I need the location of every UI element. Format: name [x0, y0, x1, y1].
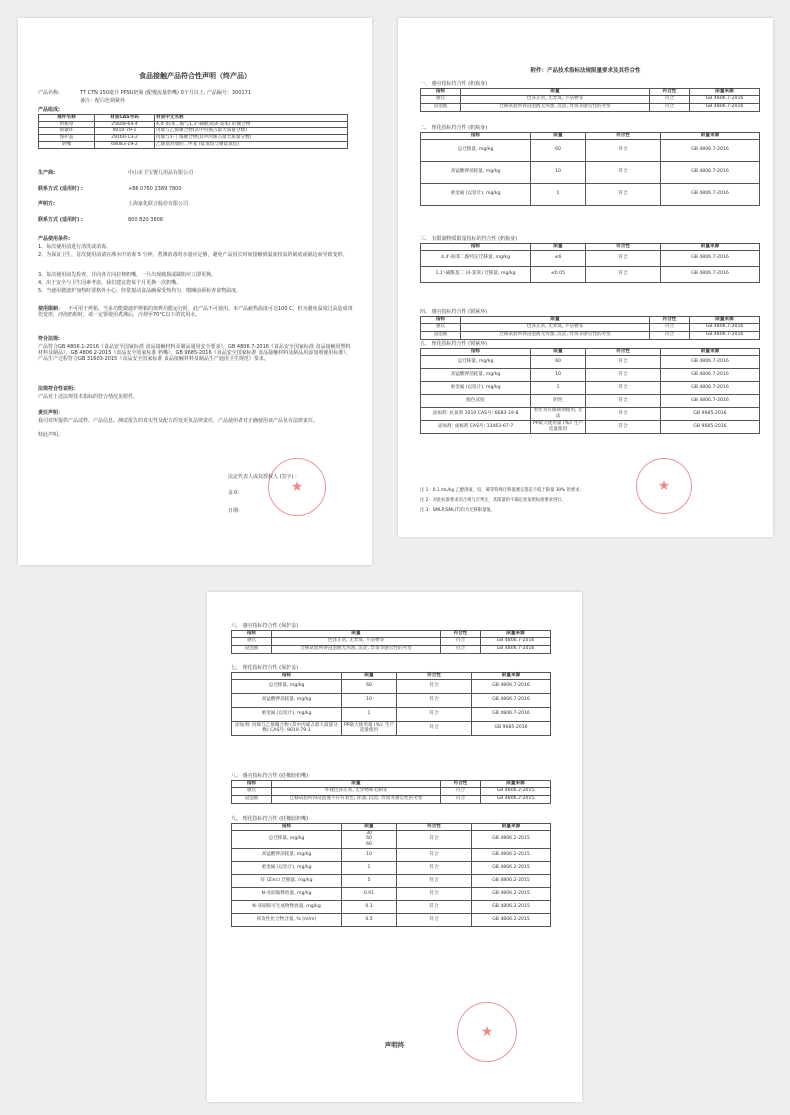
declaration-page-2: [398, 18, 773, 537]
table-header-row: [421, 244, 760, 251]
table-cell: 浸泡液: [421, 331, 461, 339]
table-cell: 符合: [441, 795, 481, 803]
table-cell: 4,4'-联苯二酚特定迁移量, mg/kg: [421, 250, 531, 266]
table-cell: 1: [531, 381, 586, 394]
note: 注 3：SML和SML(T)均为迁移限量值。: [420, 508, 495, 513]
table-cell: 60: [342, 679, 397, 693]
table-header-row: [39, 115, 348, 122]
table-cell: 0.5: [342, 913, 397, 926]
table-row: [232, 900, 551, 913]
company-seal: ★: [268, 458, 326, 516]
table-cell: GB 4806.7-2016: [481, 645, 551, 653]
table-row: [232, 637, 551, 645]
table-cell: 符合: [586, 368, 661, 381]
header-cell: 限量来源: [661, 133, 760, 140]
table-cell: 乙烯基封端的二甲基 (硅氧烷与聚硅氧烷): [155, 141, 348, 148]
table-cell: 1: [531, 183, 586, 205]
date-label: 日期:: [228, 508, 240, 514]
table-cell: 高锰酸钾消耗量, mg/kg: [421, 161, 531, 183]
table-cell: 锌 (Zinc) 迁移量, mg/kg: [232, 874, 342, 887]
table-cell: GB 4806.7-2016: [661, 139, 760, 161]
table-cell: 符合: [650, 103, 690, 111]
table-cell: 10: [342, 693, 397, 707]
table-cell: 符合: [650, 323, 690, 331]
section-heading: 三、 有限制物质限量指标的符合性 (奶瓶身): [420, 236, 518, 242]
header-cell: 符合性: [586, 349, 661, 356]
resp-end: 特此声明。: [38, 432, 64, 438]
table-row: [421, 139, 760, 161]
table-cell: 重金属 (以铅计), mg/kg: [232, 707, 342, 721]
table-cell: 0.01: [342, 887, 397, 900]
table-cell: 符合: [586, 355, 661, 368]
table-cell: GB 4806.7-2016: [472, 693, 551, 707]
header-cell: 限量: [461, 89, 650, 96]
physchem-table-teat: [231, 823, 551, 927]
table-cell: 符合: [650, 95, 690, 103]
sensory-table-cap: [231, 630, 551, 654]
section-heading: 五、 理化指标符合性 (锁紧环): [420, 341, 488, 347]
table-cell: PP最大使用量 (%): 生产适量使用: [531, 420, 586, 433]
table-row: [232, 848, 551, 861]
conform-text: 产品符合GB 4806.1-2016《食品安全国家标准 食品接触材料及制品通用安全要求》，GB 4806.7-2016《食品安全国家标准 食品接触用塑料材料及制品》，GB 4806.2-2015《食品安全国家标准 奶嘴》，GB 9685-2016《食品安全国家标准 食品接触材料及制品用添加剂使用标准》，产品生产过程符合GB 31603-2015《食品安全国家标准 食品接触材料及制品生产通用卫生规范》要求。: [38, 344, 351, 362]
table-row: [39, 121, 348, 128]
table-row: [421, 95, 760, 103]
table-cell: 奶瓶身: [39, 121, 95, 128]
table-cell: 添加剂: 丙烯与乙烯聚合物 (其中丙烯占最大质量分数) CAS号: 9010-79-1: [232, 721, 342, 735]
table-cell: GB 9685-2016: [472, 721, 551, 735]
header-cell: 限量: [531, 133, 586, 140]
sign-label: 法定代表人或其授权人 (签字) :: [228, 474, 297, 480]
table-cell: 高锰酸钾消耗量, mg/kg: [421, 368, 531, 381]
usage-item: 1、每次使用前进行清洗或消毒。: [38, 244, 112, 250]
sensory-table-body: [420, 88, 760, 112]
producer-label: 生产商:: [38, 170, 55, 176]
table-cell: 符合: [586, 139, 661, 161]
usage-item: 3、每次使用前先检查，并向各方向拉伸奶嘴，一旦出现破损或缺陷应立即更换。: [38, 272, 217, 278]
page-title: 食品接触产品符合性声明（终产品）: [139, 72, 251, 80]
sensory-table-teat: [231, 780, 551, 804]
table-cell: GB 4806.2-2015: [472, 900, 551, 913]
table-row: [421, 420, 760, 433]
table-cell: 丙烯与乙烯聚合物(其中丙烯占最大质量分数): [155, 128, 348, 135]
table-cell: ≤0.05: [531, 266, 586, 282]
table-cell: 符合: [441, 787, 481, 795]
physchem-table-cap: [231, 672, 551, 736]
table-cell: 迁移试验所得浸泡液无浑浊, 沉淀, 异臭等感官性的劣变: [272, 645, 441, 653]
table-cell: 保护盖: [39, 135, 95, 142]
table-cell: 符合: [586, 266, 661, 282]
table-cell: GB 4806.7-2016: [690, 323, 760, 331]
table-cell: 外观色泽正常, 无异物和毛刺等: [272, 787, 441, 795]
table-header-row: [232, 673, 551, 680]
header-cell: 材质CAS号码: [95, 115, 155, 122]
table-cell: GB 9685-2016: [661, 420, 760, 433]
table-cell: 重金属 (以铅计), mg/kg: [421, 183, 531, 205]
table-cell: N-亚硝胺可生成物释放量, mg/kg: [232, 900, 342, 913]
table-cell: GB 4806.2-2015: [472, 861, 551, 874]
header-cell: 指标: [232, 673, 342, 680]
note: 注 2：对此标准要求的合规与否判定，其限量的不确定度按照标准要求进行。: [420, 498, 566, 503]
table-cell: 色泽正常, 无异臭, 不洁物等: [272, 637, 441, 645]
importer-name: 上海家化联合股份有限公司: [128, 201, 189, 207]
table-cell: 符合: [397, 913, 472, 926]
table-cell: 符合: [397, 861, 472, 874]
table-row: [232, 645, 551, 653]
table-row: [232, 830, 551, 848]
table-row: [421, 355, 760, 368]
header-cell: 符合性: [441, 781, 481, 788]
table-cell: 符合: [397, 693, 472, 707]
header-cell: 限量: [342, 673, 397, 680]
table-cell: 符合: [397, 887, 472, 900]
product-name-label: 产品名称:: [38, 90, 60, 96]
table-cell: GB 4806.7-2016: [690, 103, 760, 111]
table-cell: 符合: [397, 848, 472, 861]
table-cell: 1,1'-磺酰基二 (4-氯苯) 迁移量, mg/kg: [421, 266, 531, 282]
table-row: [421, 183, 760, 205]
table-cell: 5: [342, 874, 397, 887]
header-cell: 指标: [421, 244, 531, 251]
header-cell: 指标: [421, 349, 531, 356]
usage-item: 2、为保证卫生，首次使用前请在沸水中消毒 5 分钟，煮沸消毒时水量应足够，避免产品因长时间接触到温度较高的锅底或锅边而导致变形。: [38, 252, 348, 258]
table-cell: 1: [342, 861, 397, 874]
declaration-page-3: [207, 592, 582, 1102]
table-cell: GB 4806.7-2016: [661, 161, 760, 183]
table-cell: 看作为有限制剂使用, 无法: [531, 407, 586, 420]
section-heading: 六、 感官指标符合性 (保护盖): [231, 623, 299, 629]
table-cell: 高锰酸钾消耗量, mg/kg: [232, 848, 342, 861]
materials-label: 产品组成:: [38, 107, 60, 113]
table-cell: 挥发性化合物含量, % (m/m): [232, 913, 342, 926]
table-cell: 色泽正常, 无异臭, 不洁物等: [461, 323, 650, 331]
table-row: [232, 787, 551, 795]
header-cell: 限量来源: [472, 673, 551, 680]
header-cell: 限量来源: [481, 631, 551, 638]
table-cell: GB 4806.7-2016: [472, 707, 551, 721]
phone-label: 联系方式 (适用时) :: [38, 186, 84, 192]
table-header-row: [421, 349, 760, 356]
table-cell: 锁紧环: [39, 128, 95, 135]
conform-title: 符合法规:: [38, 336, 60, 342]
table-cell: 符合: [397, 900, 472, 913]
table-cell: 符合: [650, 331, 690, 339]
table-cell: 迁移试验所得浸泡液无浑浊, 沉淀, 异臭等感官性的劣变: [461, 103, 650, 111]
resp-text: 我司对所提供产品试样、产品信息、测试报告的真实性及配方的变更负法律责任，产品使用者对正确使用该产品负有法律责任。: [38, 418, 319, 424]
table-cell: 总迁移量, mg/kg: [421, 139, 531, 161]
spec-title: 法规符合性说明:: [38, 386, 76, 392]
header-cell: 材质中文名称: [155, 115, 348, 122]
table-row: [421, 266, 760, 282]
importer-phone-label: 联系方式 (适用时) :: [38, 217, 84, 223]
table-cell: 脱色试验: [421, 394, 531, 407]
table-cell: 68083-19-2: [95, 141, 155, 148]
table-cell: 符合: [397, 830, 472, 848]
header-cell: 限量: [531, 244, 586, 251]
product-remark: 备注：配白色锁紧环: [80, 98, 126, 104]
section-heading: 四、 感官指标符合性 (锁紧环): [420, 309, 488, 315]
section-heading: 九、 理化指标符合性 (硅橡胶奶嘴): [231, 816, 309, 822]
table-cell: 总迁移量, mg/kg: [232, 679, 342, 693]
table-cell: 符合: [397, 707, 472, 721]
header-cell: 指标: [232, 824, 342, 831]
table-cell: 4,4'-联苯二酚与1,1'-磺酰双(4-氯苯) 的聚合物: [155, 121, 348, 128]
table-cell: 25608-64-4: [95, 121, 155, 128]
table-cell: 符合: [397, 874, 472, 887]
table-cell: 符合: [441, 645, 481, 653]
resp-title: 责任声明：: [38, 410, 64, 416]
table-cell: 9010-79-1: [95, 128, 155, 135]
table-cell: 10: [531, 368, 586, 381]
table-cell: 感官: [421, 95, 461, 103]
usage-item: 5、当使用微波炉加热时要格外小心，经常搅动食品确保受热均匀，喂哺前须检查食物温度。: [38, 288, 242, 294]
table-cell: 浸泡液: [421, 103, 461, 111]
table-row: [421, 250, 760, 266]
section-heading: 二、 理化指标符合性 (奶瓶身): [420, 125, 488, 131]
note: 注 1：0.1 mL/kg 乙醇溶液，铅、砷等特殊迁移量测定都是不低于限量 30% 的要求；: [420, 488, 584, 493]
table-cell: GB 4806.7-2016: [690, 95, 760, 103]
table-cell: GB 4806.2-2015: [481, 795, 551, 803]
header-cell: 限量: [461, 317, 650, 324]
table-row: [421, 103, 760, 111]
table-cell: 符合: [586, 381, 661, 394]
table-cell: 10: [531, 161, 586, 183]
table-cell: 符合: [586, 183, 661, 205]
table-cell: GB 4806.2-2015: [472, 874, 551, 887]
header-cell: 指标: [232, 781, 272, 788]
table-row: [421, 407, 760, 420]
table-row: [421, 331, 760, 339]
declaration-page-1: [18, 18, 372, 565]
table-cell: 感官: [232, 787, 272, 795]
table-cell: GB 4806.7-2016: [661, 355, 760, 368]
header-cell: 限量来源: [690, 317, 760, 324]
header-cell: 限量来源: [661, 349, 760, 356]
product-name: TT CTN 150毫升 PPSU奶瓶 (配慢流量奶嘴) 0个月以上, 产品编号：300171: [80, 90, 252, 96]
table-cell: GB 4806.7-2016: [690, 331, 760, 339]
table-cell: GB 4806.7-2016: [661, 381, 760, 394]
table-header-row: [232, 824, 551, 831]
table-header-row: [232, 631, 551, 638]
usage-title: 产品使用条件:: [38, 236, 71, 242]
table-cell: 丙烯与1-丁烯聚合物(其中丙烯占最大质量分数): [155, 135, 348, 142]
header-cell: 部件名称: [39, 115, 95, 122]
table-row: [232, 861, 551, 874]
table-header-row: [232, 781, 551, 788]
table-row: [232, 721, 551, 735]
table-cell: 阴性: [531, 394, 586, 407]
table-cell: 浸泡液: [232, 795, 272, 803]
company-seal: ★: [457, 1002, 517, 1062]
seal-label: 盖章:: [228, 490, 240, 496]
restricted-table-body: [420, 243, 760, 283]
table-cell: GB 4806.7-2016: [661, 250, 760, 266]
header-cell: 指标: [421, 317, 461, 324]
table-row: [421, 381, 760, 394]
header-cell: 指标: [421, 133, 531, 140]
limit-title: 使用限制：: [38, 306, 64, 312]
physchem-table-body: [420, 132, 760, 206]
table-header-row: [421, 133, 760, 140]
header-cell: 指标: [421, 89, 461, 96]
materials-table: [38, 114, 348, 149]
table-cell: 感官: [421, 323, 461, 331]
table-row: [39, 135, 348, 142]
table-cell: GB 4806.7-2016: [472, 679, 551, 693]
table-cell: 符合: [586, 161, 661, 183]
table-cell: GB 4806.7-2016: [661, 183, 760, 205]
annex-title: 附件：产品技术指标法规限量要求及其符合性: [530, 68, 641, 74]
table-row: [232, 913, 551, 926]
statement-end: 声明终: [384, 1041, 405, 1049]
header-cell: 符合性: [586, 244, 661, 251]
table-cell: 60: [531, 139, 586, 161]
table-cell: 色泽正常, 无异臭, 不洁物等: [461, 95, 650, 103]
importer-label: 声明方:: [38, 201, 55, 207]
table-cell: 添加剂: 抗氧剂 1010 CAS号: 6683-19-8: [421, 407, 531, 420]
table-cell: GB 4806.2-2015: [472, 887, 551, 900]
spec-text: 产品对上述法规技术指标的符合情况见附件。: [38, 394, 139, 400]
table-cell: N-亚硝胺释放量, mg/kg: [232, 887, 342, 900]
table-cell: 重金属 (以铅计), mg/kg: [421, 381, 531, 394]
table-cell: ≤6: [531, 250, 586, 266]
table-cell: 高锰酸钾消耗量, mg/kg: [232, 693, 342, 707]
header-cell: 符合性: [397, 673, 472, 680]
table-row: [421, 323, 760, 331]
table-cell: 符合: [397, 721, 472, 735]
table-row: [39, 141, 348, 148]
table-row: [39, 128, 348, 135]
table-row: [421, 161, 760, 183]
header-cell: 限量来源: [690, 89, 760, 96]
table-cell: PP最大使用量 (%): 生产适量使用: [342, 721, 397, 735]
table-cell: 10: [342, 848, 397, 861]
table-cell: 符合: [397, 679, 472, 693]
usage-item: 4、出于安全与卫生因素考虑，我们建议您每个月更换一次奶嘴。: [38, 280, 182, 286]
header-cell: 限量来源: [481, 781, 551, 788]
table-cell: 0.1: [342, 900, 397, 913]
table-cell: 符合: [586, 250, 661, 266]
header-cell: 限量来源: [661, 244, 760, 251]
producer-name: 中山市卫宝婴儿用品有限公司: [128, 170, 194, 176]
table-row: [232, 874, 551, 887]
table-row: [232, 707, 551, 721]
table-cell: GB 4806.7-2016: [661, 266, 760, 282]
section-heading: 一、 感官指标符合性 (奶瓶身): [420, 81, 488, 87]
table-cell: 1: [342, 707, 397, 721]
table-cell: 符合: [441, 637, 481, 645]
table-cell: GB 4806.2-2015: [481, 787, 551, 795]
table-cell: 30 60 60: [342, 830, 397, 848]
table-header-row: [421, 89, 760, 96]
table-row: [421, 394, 760, 407]
table-cell: GB 4806.2-2015: [472, 848, 551, 861]
header-cell: 指标: [232, 631, 272, 638]
header-cell: 符合性: [650, 89, 690, 96]
table-cell: 60: [531, 355, 586, 368]
table-cell: 添加剂: 成核剂 CAS号: 13463-67-7: [421, 420, 531, 433]
table-cell: GB 4806.7-2016: [661, 368, 760, 381]
table-cell: 29160-13-2: [95, 135, 155, 142]
table-row: [421, 368, 760, 381]
header-cell: 符合性: [441, 631, 481, 638]
table-cell: 符合: [586, 407, 661, 420]
table-cell: 符合: [586, 420, 661, 433]
table-row: [232, 795, 551, 803]
table-cell: 浸泡液: [232, 645, 272, 653]
table-header-row: [421, 317, 760, 324]
table-cell: 迁移试验所得浸泡液不应有着色, 浑浊, 沉淀, 异臭等感官性的劣变: [272, 795, 441, 803]
header-cell: 符合性: [397, 824, 472, 831]
table-cell: GB 4806.2-2015: [472, 830, 551, 848]
table-cell: 奶嘴: [39, 141, 95, 148]
table-cell: GB 4806.7-2016: [481, 637, 551, 645]
header-cell: 限量: [531, 349, 586, 356]
company-seal: ★: [636, 458, 692, 514]
table-cell: 重金属 (以铅计), mg/kg: [232, 861, 342, 874]
section-heading: 七、 理化指标符合性 (保护盖): [231, 665, 299, 671]
table-cell: 迁移试验所得浸泡液无浑浊, 沉淀, 异臭等感官性的劣变: [461, 331, 650, 339]
header-cell: 限量: [342, 824, 397, 831]
header-cell: 限量: [272, 631, 441, 638]
table-cell: GB 4806.7-2016: [661, 394, 760, 407]
table-row: [232, 887, 551, 900]
table-cell: GB 4806.2-2015: [472, 913, 551, 926]
table-cell: 总迁移量, mg/kg: [232, 830, 342, 848]
table-cell: GB 9685-2016: [661, 407, 760, 420]
header-cell: 符合性: [586, 133, 661, 140]
producer-phone: +86 0760 2389 7800: [128, 186, 182, 192]
table-cell: 感官: [232, 637, 272, 645]
header-cell: 限量: [272, 781, 441, 788]
importer-phone: 800 820 3808: [128, 217, 163, 223]
sensory-table-ring: [420, 316, 760, 340]
table-row: [232, 679, 551, 693]
section-heading: 八、 感官指标符合性 (硅橡胶奶嘴): [231, 773, 309, 779]
table-row: [232, 693, 551, 707]
header-cell: 符合性: [650, 317, 690, 324]
header-cell: 限量来源: [472, 824, 551, 831]
table-cell: 总迁移量, mg/kg: [421, 355, 531, 368]
limit-text: 不可用于烤箱，当多功能微波炉烤箱的烧烤功能运行时，此产品不可使用。本产品耐热温度可达100 C，但为避免温度过高造成烫伤变形，冲泡奶粉时，请一定要使用煮沸后，冷却至70°C以下的饮用水。: [38, 306, 353, 318]
physchem-table-ring: [420, 348, 760, 434]
table-cell: 符合: [586, 394, 661, 407]
